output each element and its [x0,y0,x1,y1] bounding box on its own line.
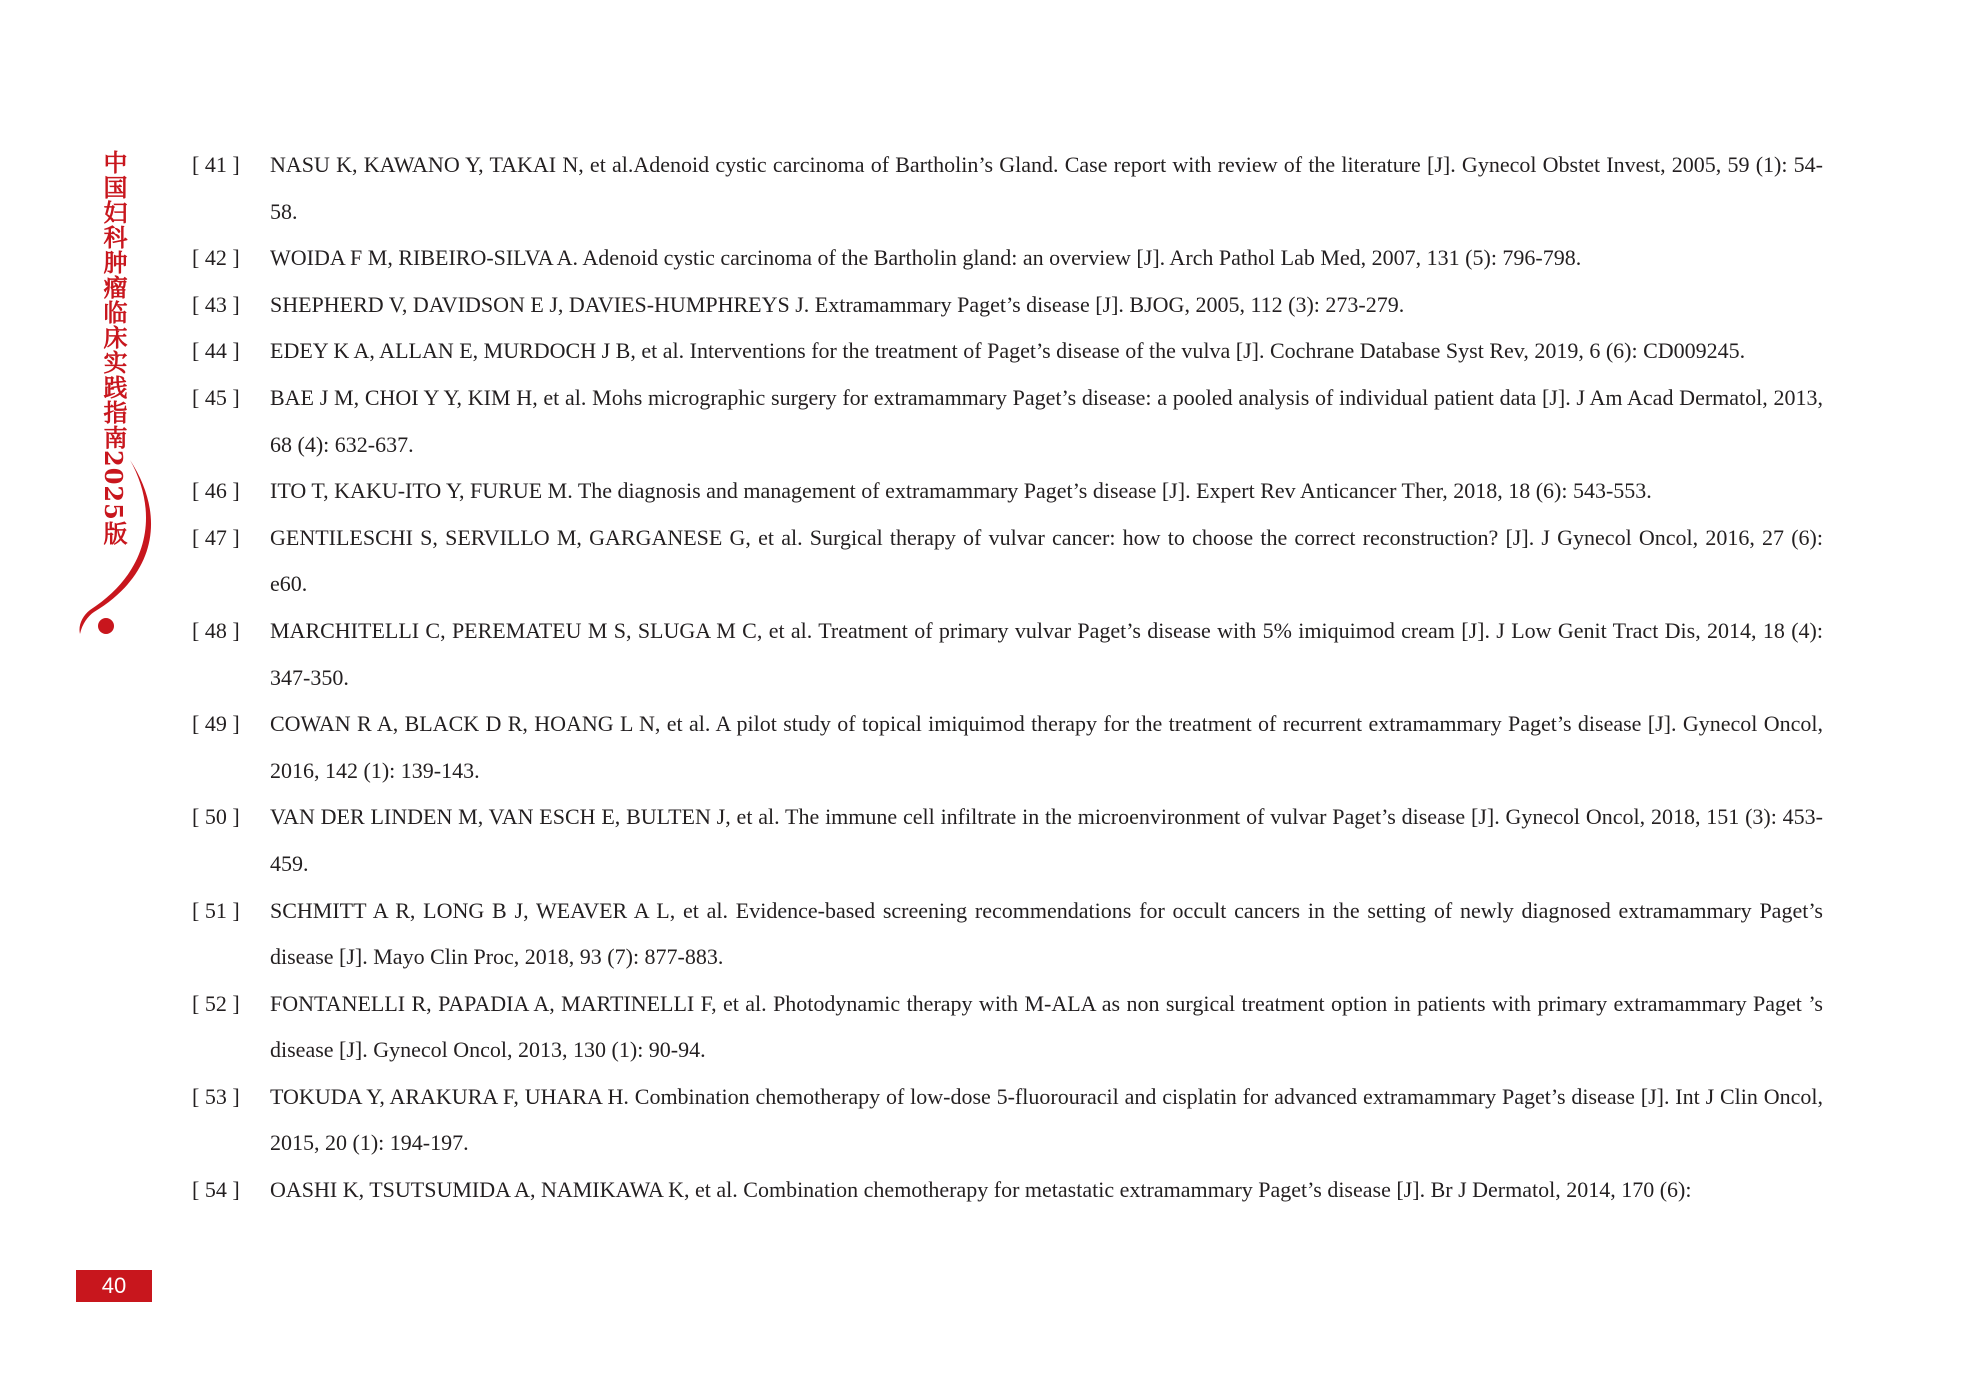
reference-text: COWAN R A, BLACK D R, HOANG L N, et al. A pilot study of topical imiquimod therapy for the treatment of recurrent extramammary Paget’s disease [J]. Gynecol Oncol, 2016, 142 (1): 139-143. [270,711,1823,783]
reference-item [192,142,1823,235]
reference-item [192,701,1823,794]
reference-number: [ 51 ] [192,897,240,923]
reference-number: [ 44 ] [192,338,240,364]
reference-text: NASU K, KAWANO Y, TAKAI N, et al.Adenoid cystic carcinoma of Bartholin’s Gland. Case report with review of the literature [J]. Gynecol Obstet Invest, 2005, 59 (1): 54-58. [270,152,1823,224]
reference-number: [ 48 ] [192,617,240,643]
reference-text: ITO T, KAKU-ITO Y, FURUE M. The diagnosis and management of extramammary Paget’s disease [J]. Expert Rev Anticancer Ther, 2018, 18 (6): 543-553. [270,478,1652,504]
decorative-red-curve [60,450,170,650]
reference-item [192,235,1823,282]
reference-text: BAE J M, CHOI Y Y, KIM H, et al. Mohs micrographic surgery for extramammary Paget’s disease: a pooled analysis of individual patient data [J]. J Am Acad Dermatol, 2013, 68 (4): 632-637. [270,384,1823,457]
reference-item [192,515,1823,608]
reference-item [192,1074,1823,1167]
reference-item [192,608,1823,701]
reference-item [192,888,1823,981]
reference-text: OASHI K, TSUTSUMIDA A, NAMIKAWA K, et al. Combination chemotherapy for metastatic extramammary Paget’s disease [J]. Br J Dermatol, 2014, 170 (6): [270,1177,1692,1203]
reference-text: FONTANELLI R, PAPADIA A, MARTINELLI F, et al. Photodynamic therapy with M-ALA as non surgical treatment option in patients with primary extramammary Paget ’s disease [J]. Gynecol Oncol, 2013, 130 (1): 90-94. [270,990,1823,1063]
reference-number: [ 45 ] [192,384,240,410]
reference-number: [ 41 ] [192,152,240,177]
reference-number: [ 52 ] [192,990,240,1016]
reference-item [192,1167,1823,1214]
vertical-running-title: 中国妇科肿瘤临床实践指南2025版 [99,150,128,546]
red-brush-stroke [79,460,151,634]
reference-item [192,981,1823,1074]
reference-item [192,468,1823,515]
reference-number: [ 54 ] [192,1177,240,1203]
reference-text: EDEY K A, ALLAN E, MURDOCH J B, et al. Interventions for the treatment of Paget’s disease of the vulva [J]. Cochrane Database Syst Rev, 2019, 6 (6): CD009245. [270,338,1746,364]
reference-text: SHEPHERD V, DAVIDSON E J, DAVIES-HUMPHREYS J. Extramammary Paget’s disease [J]. BJOG, 2005, 112 (3): 273-279. [270,291,1405,317]
reference-item [192,375,1823,468]
reference-number: [ 46 ] [192,478,240,504]
reference-text: TOKUDA Y, ARAKURA F, UHARA H. Combination chemotherapy of low-dose 5-fluorouracil and cisplatin for advanced extramammary Paget’s disease [J]. Int J Clin Oncol, 2015, 20 (1): 194-197. [270,1083,1823,1156]
reference-list [192,142,1823,1282]
reference-text: WOIDA F M, RIBEIRO-SILVA A. Adenoid cystic carcinoma of the Bartholin gland: an overview [J]. Arch Pathol Lab Med, 2007, 131 (5): 796-798. [270,245,1582,271]
reference-number: [ 53 ] [192,1083,240,1109]
reference-item [192,282,1823,329]
reference-number: [ 43 ] [192,291,240,317]
reference-text: SCHMITT A R, LONG B J, WEAVER A L, et al. Evidence-based screening recommendations for occult cancers in the setting of newly diagnosed extramammary Paget’s disease [J]. Mayo Clin Proc, 2018, 93 (7): 877-883. [270,897,1823,970]
reference-number: [ 50 ] [192,804,240,830]
reference-text: MARCHITELLI C, PEREMATEU M S, SLUGA M C, et al. Treatment of primary vulvar Paget’s disease with 5% imiquimod cream [J]. J Low Genit Tract Dis, 2014, 18 (4): 347-350. [270,617,1823,690]
reference-number: [ 49 ] [192,711,240,737]
reference-text: VAN DER LINDEN M, VAN ESCH E, BULTEN J, et al. The immune cell infiltrate in the microenvironment of vulvar Paget’s disease [J]. Gynecol Oncol, 2018, 151 (3): 453-459. [270,804,1823,876]
reference-number: [ 42 ] [192,245,240,271]
reference-item [192,328,1823,375]
red-dot [98,618,114,634]
page-number: 40 [76,1270,152,1302]
reference-item [192,794,1823,887]
reference-text: GENTILESCHI S, SERVILLO M, GARGANESE G, et al. Surgical therapy of vulvar cancer: how to choose the correct reconstruction? [J]. J Gynecol Oncol, 2016, 27 (6): e60. [270,524,1823,597]
reference-number: [ 47 ] [192,524,240,550]
